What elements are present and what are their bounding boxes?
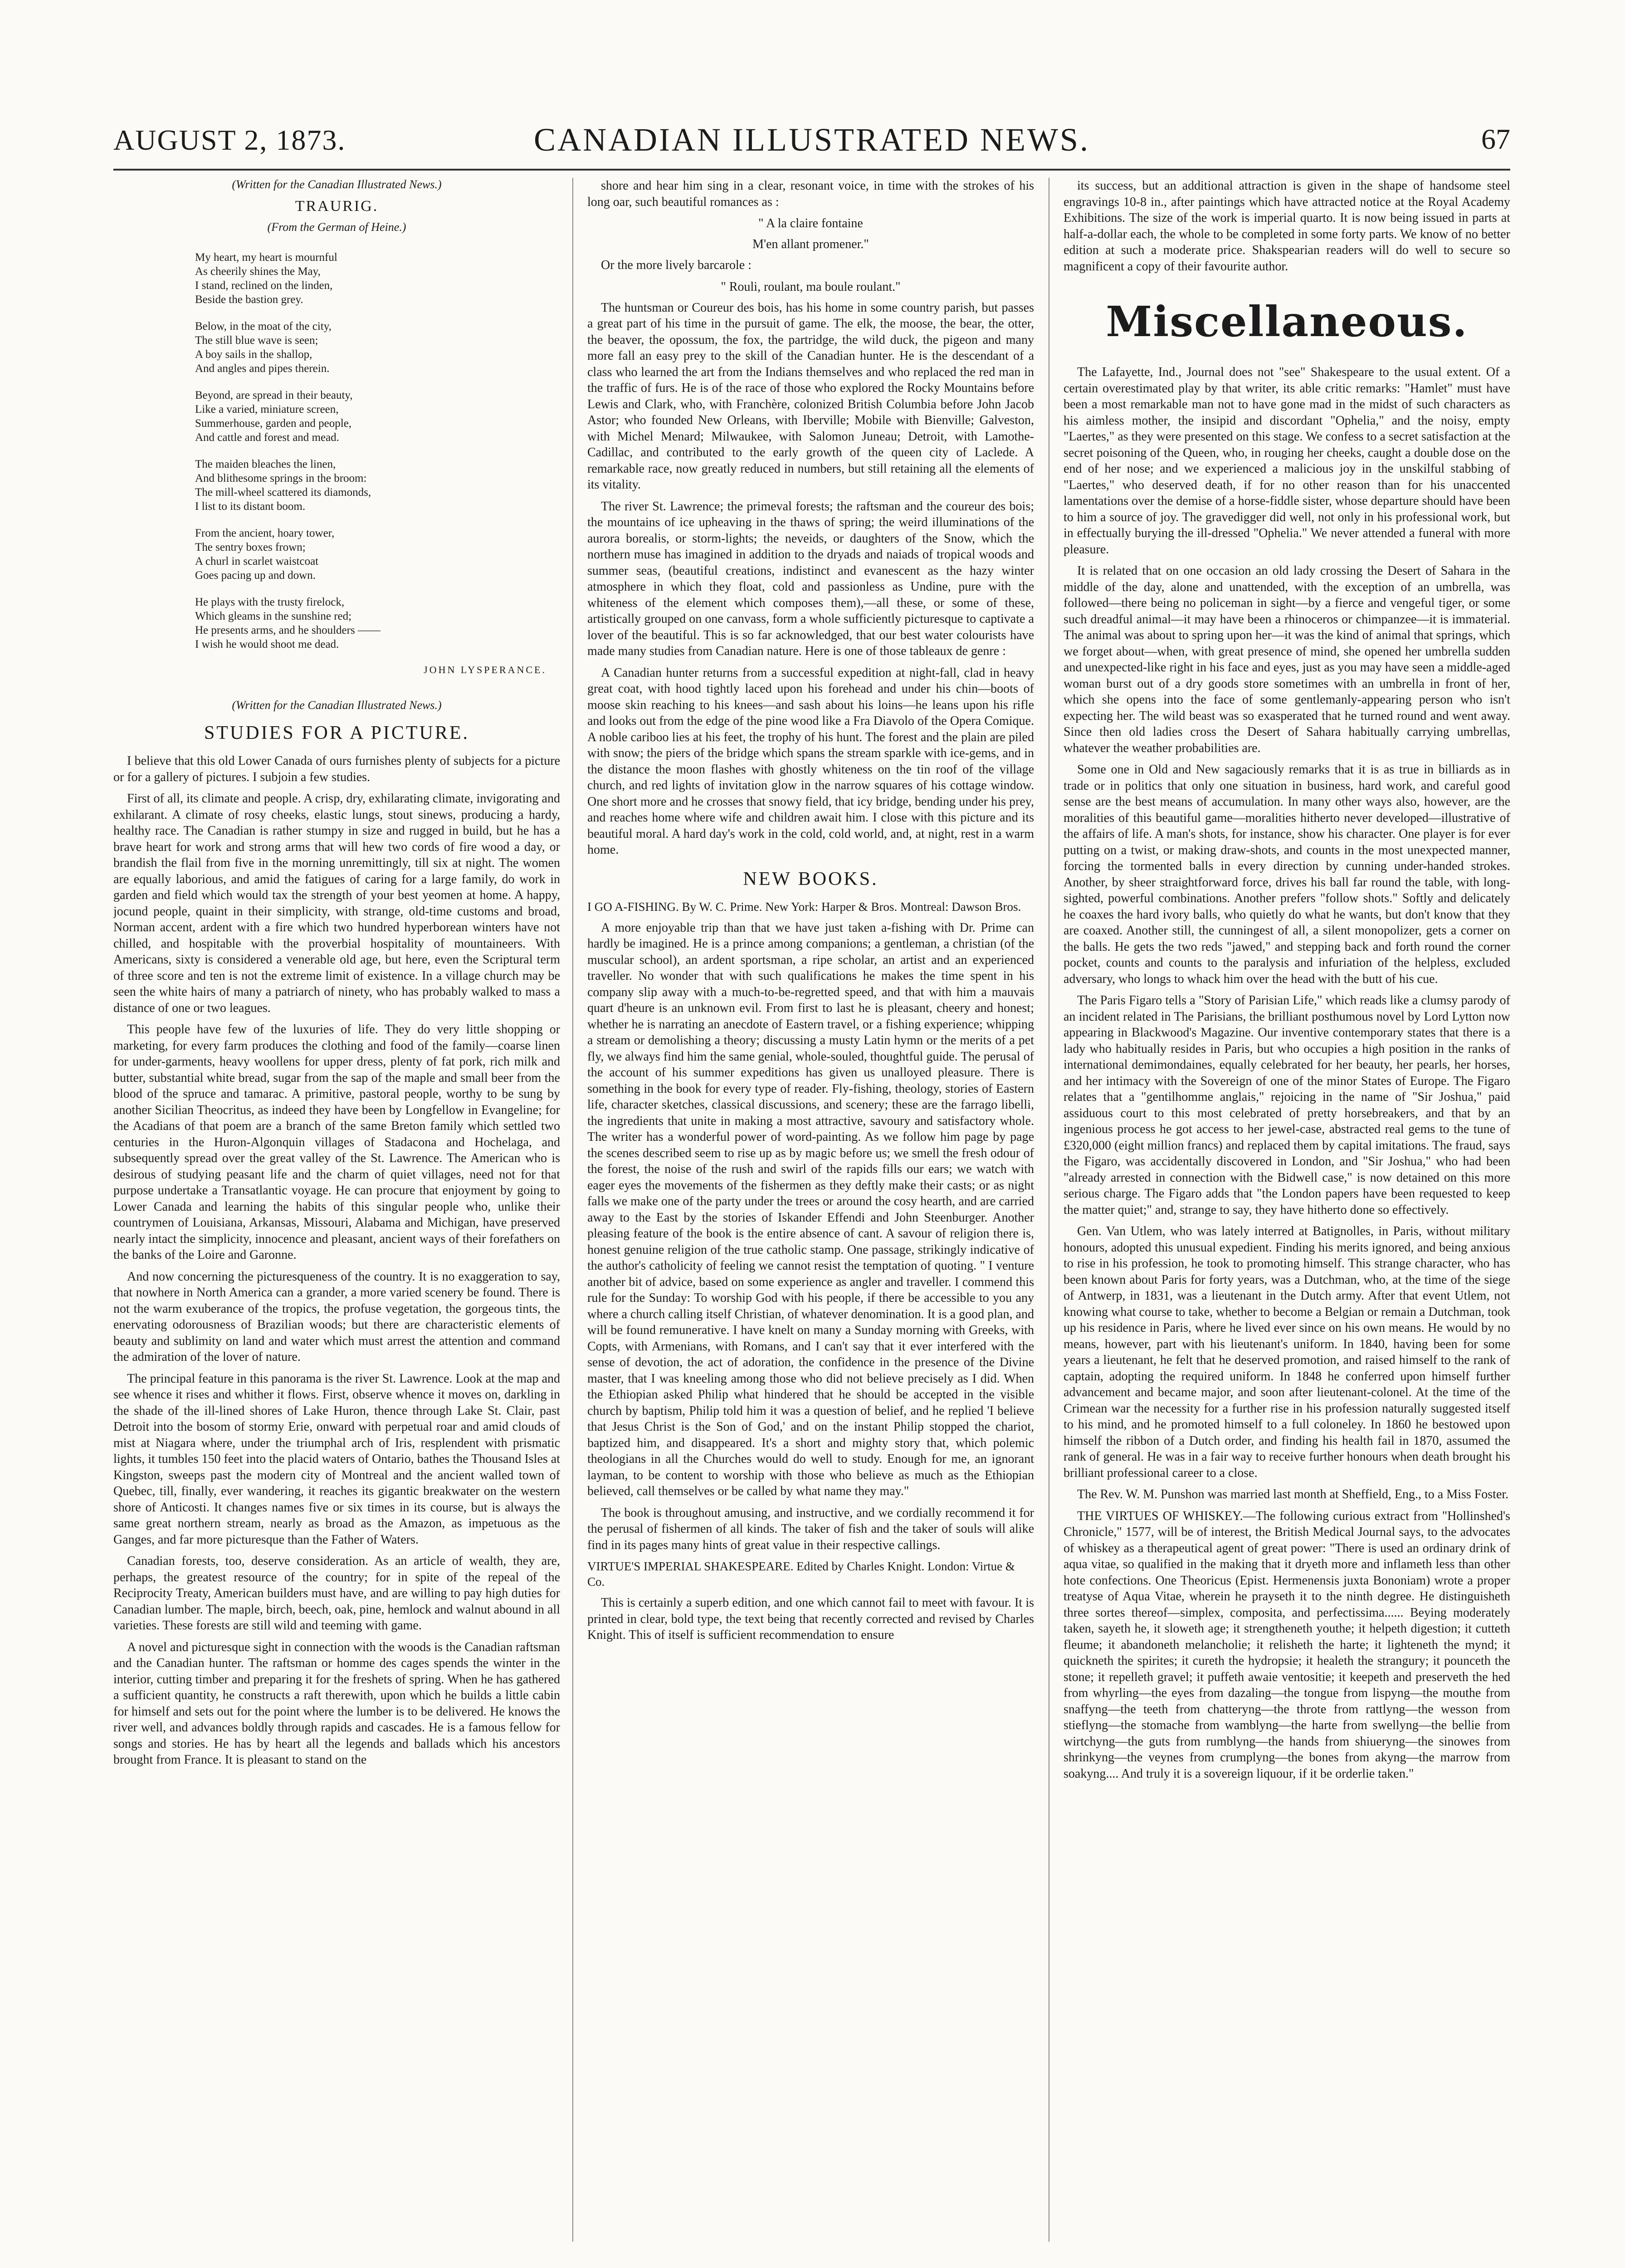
verse-bridge: Or the more lively barcarole : xyxy=(601,258,752,272)
paragraph: THE VIRTUES OF WHISKEY.—The following curious extract from "Hollinshed's Chronicle," 1577, will be of interest, the British Medical Journal says, to the advocates of whiskey as a therapeutical agent of great power: "There is used an ordinary drink of aqua vitae, so qualified in the making that it dryeth more and inflameth less than other hote confections. One Theoricus (Epist. Hermenensis juxta Bononiam) wrote a proper treatyse of Aqua Vitae, wherein he prayseth it to the ninth degree. He distinguisheth three sortes thereof—simplex, composita, and perfectissima...... Beying moderately taken, sayeth he, it sloweth age; it strengtheneth youthe; it helpeth digestion; it cutteth fleume; it abandoneth melancholie; it relisheth the harte; it lighteneth the mynd; it quickneth the spirites; it cureth the hydropsie; it healeth the strangury; it pounceth the stone; it repelleth gravel; it puffeth awaie ventositie; it keepeth and preserveth the hed from whyrling—the eyes from dazaling—the tongue from lispyng—the mouthe from snaffyng—the teeth from chatteryng—the throte from rattlyng—the wesson from stieflyng—the stomache from wamblyng—the harte from swellyng—the bellie from wirtchyng—the guts from rumblyng—the hands from shiueryng—the sinowes from shrinkyng—the veynes from crumplyng—the bones from akyng—the marrow from soakyng.... And truly it is a sovereign liquour, if it be orderlie taken." xyxy=(1064,1509,1510,1781)
poem-line: I list to its distant boom. xyxy=(195,500,306,513)
paragraph: Some one in Old and New sagaciously remarks that it is as true in billiards as in trade or in politics that only one situation in business, hard work, and careful good sense are the best means of accumulation. In many other ways also, however, are the moralities of this beautiful game—moralities hitherto never developed—illustrative of the affairs of life. A man's shots, for instance, show his character. One player is for ever putting on a twist, or making draw-shots, and counts in the most unexpected manner, forcing the tormented balls in every direction by cunning under-handed strokes. Another, by sheer straightforward force, drives his ball far round the table, with long-sighted, powerful combinations. Another prefers "follow shots." Softly and delicately he coaxes the hard ivory balls, who quietly do what he wants, but don't know that they are coaxed. Another still, the cunningest of all, a silent monopolizer, gets a corner on the balls. He gets the two reds "jawed," and stepping back and forth round the corner pocket, counts and counts to the paralysis and infuriation of the helpless, excluded adversary, who longs to whack him over the head with the butt of his cue. xyxy=(1064,763,1510,986)
poem-line: A churl in scarlet waistcoat xyxy=(195,555,319,567)
paragraph: Canadian forests, too, deserve consideration. As an article of wealth, they are, perhaps, the greatest resource of the country; for in spite of the repeal of the Reciprocity Treaty, American builders must have, and are willing to pay high duties for Canadian lumber. The maple, birch, beech, oak, pine, hemlock and walnut abound in all varieties. These forests are still wild and teeming with game. xyxy=(113,1554,560,1633)
paragraph: A novel and picturesque sight in connection with the woods is the Canadian raftsman and the Canadian hunter. The raftsman or homme des cages spends the winter in the interior, cutting timber and preparing it for the freshets of spring. When he has gathered a sufficient quantity, he constructs a raft therewith, upon which he builds a little cabin for himself and sets out for the point where the lumber is to be delivered. He knows the river well, and advances boldly through rapids and cascades. He is a famous fellow for songs and stories. He has by heart all the legends and ballads which his ancestors brought from France. It is pleasant to stand on the xyxy=(113,1640,560,1767)
poem-stanza xyxy=(195,319,560,376)
paragraph: The huntsman or Coureur des bois, has his home in some country parish, but passes a great part of his time in the pursuit of game. The elk, the moose, the bear, the otter, the beaver, the opossum, the fox, the partridge, the wild duck, the pigeon and many more fall an easy prey to the skill of the Canadian hunter. He is the descendant of a class who learned the art from the Indians themselves and who replaced the red man in the traffic of furs. He is of the race of those who explored the Rocky Mountains before Lewis and Clark, who, with Franchère, colonized British Columbia before John Jacob Astor; who founded New Orleans, with Iberville; Mobile with Bienville; Galveston, with Michel Menard; Milwaukee, with Salomon Juneau; Detroit, with Lamothe-Cadillac, and contributed to the early growth of the queen city of Laclede. A remarkable race, now greatly reduced in numbers, but still retaining all the elements of its vitality. xyxy=(587,300,1034,492)
poem-line: Beside the bastion grey. xyxy=(195,293,303,306)
paragraph: The principal feature in this panorama is the river St. Lawrence. Look at the map and see whence it rises and whither it flows. First, observe whence it moves on, darkling in the shade of the ill-lined shores of Lake Huron, thence through Lake St. Clair, past Detroit into the bosom of stormy Erie, onward with perpetual roar and amid clouds of mist at Niagara where, under the triumphal arch of Iris, resplendent with prismatic lights, it tumbles 150 feet into the placid waters of Ontario, bathes the Thousand Isles at Kingston, sweeps past the modern city of Montreal and the ancient walled town of Quebec, till, finally, ever wandering, it reaches its gigantic breakwater on the western shore of Anticosti. It changes names five or six times in its course, but is always the same great northern stream, nearly as broad as the Amazon, as impetuous as the Ganges, and far more picturesque than the Father of Waters. xyxy=(113,1371,560,1547)
book-review-paragraph: This is certainly a superb edition, and one which cannot fail to meet with favour. It is printed in clear, bold type, the text being that recently corrected and revised by Charles Knight. This of itself is sufficient recommendation to ensure xyxy=(587,1596,1034,1642)
poem-stanza xyxy=(195,595,560,651)
poem-subcredit: (From the German of Heine.) xyxy=(267,220,406,234)
poem-stanza xyxy=(195,526,560,582)
column-1 xyxy=(113,178,560,2246)
poem-line: He plays with the trusty firelock, xyxy=(195,596,345,608)
poem-line: And angles and pipes therein. xyxy=(195,362,330,375)
header-rule xyxy=(113,169,1510,171)
poem-line: A boy sails in the shallop, xyxy=(195,348,312,361)
poem-body xyxy=(113,250,560,651)
column-3 xyxy=(1064,178,1510,2246)
paragraph: The river St. Lawrence; the primeval forests; the raftsman and the coureur des bois; the mountains of ice upheaving in the thaws of spring; the weird illuminations of the aurora borealis, or storm-lights; the neveids, or daughters of the Snow, which the northern muse has imagined in addition to the dryads and naiads of tropical woods and summer seas, (beautiful creations, indistinct and evanescent as the hazy winter atmosphere in which they float, cold and passionless as Undine, pure with the whiteness of the element which composes them),—all these, or some of these, artistically grouped on one canvass, form a whole sufficiently picturesque to captivate a lover of the beautiful. This is so far acknowledged, that our best water colourists have made many studies from Canadian nature. Here is one of those tableaux de genre : xyxy=(587,499,1034,658)
poem-line: Below, in the moat of the city, xyxy=(195,320,332,332)
poem-line: And cattle and forest and mead. xyxy=(195,431,339,444)
poem-line: The sentry boxes frown; xyxy=(195,541,306,553)
article-title: STUDIES FOR A PICTURE. xyxy=(204,723,470,743)
paragraph: A Canadian hunter returns from a successful expedition at night-fall, clad in heavy great coat, with hood tightly laced upon his forehead and under his chin—boots of moose skin reaching to his knees—and sash about his loins—he leans upon his rifle and looks out from the edge of the pine wood like a Fra Diavolo of the Opera Comique. A noble cariboo lies at his feet, the trophy of his hunt. The forest and the plain are piled with snow; the piers of the bridge which spans the stream sparkle with ice-gems, and in the distance the moon flashes with ghostly whiteness on the tin roof of the village church, and red lights of invitation glow in the narrow squares of his cottage window. One short more and he crosses that snowy field, that icy bridge, bending under his prey, and reaches home where wife and children await him. I close with this picture and its beautiful moral. A hard day's work in the cold, cold world, and, at night, rest in a warm home. xyxy=(587,665,1034,857)
poem-stanza xyxy=(195,388,560,445)
section-title: Miscellaneous. xyxy=(1106,297,1468,346)
poem-line: Which gleams in the sunshine red; xyxy=(195,610,352,622)
article-body xyxy=(113,753,560,1768)
paragraph: It is related that on one occasion an old lady crossing the Desert of Sahara in the middle of the day, alone and unattended, with the exception of an umbrella, was followed—there being no policeman in sight—by a fierce and vengeful tiger, or some such dreadful animal—it may have been a rhinoceros or chimpanzee—it is immaterial. The animal was about to spring upon her—it was the kind of animal that springs, which we forget about—when, with great presence of mind, she opened her umbrella sudden and unexpected-like right in his face and eyes, just as you may have seen a middle-aged woman burst out of a dry goods store sometimes with an umbrella in front of her, which she opens into the face of some gentlemanly-appearing person who isn't expecting her. The wild beast was so exasperated that he turned round and went away. Since then old ladies cross the Desert of Sahara habitually carrying umbrellas, whatever the weather probabilities are. xyxy=(1064,564,1510,755)
issue-date: AUGUST 2, 1873. xyxy=(113,124,346,156)
section-title: NEW BOOKS. xyxy=(743,868,878,890)
poem-stanza xyxy=(195,250,560,307)
poem-line: I wish he would shoot me dead. xyxy=(195,638,339,650)
column-2 xyxy=(587,178,1034,2246)
miscellaneous-body xyxy=(1064,364,1510,1782)
poem-line: Beyond, are spread in their beauty, xyxy=(195,389,353,401)
book-review xyxy=(587,920,1034,1554)
verse-line: " A la claire fontaine xyxy=(758,216,863,230)
poem-author: JOHN LYSPERANCE. xyxy=(424,664,547,675)
poem-stanza xyxy=(195,457,560,513)
paragraph: A more enjoyable trip than that we have just taken a-fishing with Dr. Prime can hardly be imagined. He is a prince among companions; a gentleman, a christian (of the muscular school), an ardent sportsman, a ripe scholar, an artist and an experienced traveller. No wonder that with such qualifications he makes the time spent in his company slip away with a much-to-be-regretted speed, and that with him a mauvais quart d'heure is an unknown evil. From first to last he is pleasant, cheery and honest; whether he is narrating an anecdote of Eastern travel, or a fishing experience; whipping a stream or demolishing a theory; discussing a musty Latin hymn or the merits of a pet fly, we always find him the same genial, whole-souled, thoughtful guide. The perusal of the account of his summer expeditions has given us unalloyed pleasure. There is something in the book for every type of reader. Fly-fishing, theology, stories of Eastern life, character sketches, classical discussions, and scenery; these are the farrago libelli, the ingredients that unite in making a most attractive, savoury and satisfactory whole. The writer has a wonderful power of word-painting. As we follow him page by page the scenes described seem to rise up as by magic before us; we smell the fresh odour of the forest, the noise of the rush and swirl of the rapids fills our ears; we watch with eager eyes the movements of the fishermen as they deftly make their casts; or as night falls we make one of the party under the trees or around the cosy hearth, and are carried away to the East by the stories of Iskander Effendi and John Steenburger. Another pleasing feature of the book is the entire absence of cant. A savour of religion there is, honest genuine religion of the true catholic stamp. One passage, strikingly indicative of the author's catholicity of feeling we cannot resist the temptation of quoting. " I venture another bit of advice, based on some experience as angler and traveller. I commend this rule for the Sunday: To worship God with his people, if there be accessible to you any where a church calling itself Christian, of whatever denomination. It is a good plan, and will be found remunerative. I have knelt on many a Sunday morning with Greeks, with Copts, with Armenians, with Romans, and I can't say that it ever interfered with the sense of devotion, the act of adoration, the confidence in the presence of the Divine master, that I was kneeling among those who did not believe precisely as I did. When the Ethiopian asked Philip what hindered that he should be accepted in the visible church by baptism, Philip told him it was a question of belief, and he replied 'I believe that Jesus Christ is the Son of God,' and on the instant Philip stopped the chariot, baptized him, and disappeared. It's a short and mighty story that, which polemic theologians in all the Churches would do well to study. Enough for me, an ignorant layman, to be content to worship with those who believe as much as the Ethiopian believed, call themselves or be called by what name they may." xyxy=(587,920,1034,1498)
article-continuation xyxy=(587,300,1034,858)
page-header xyxy=(113,119,1510,169)
paragraph: And now concerning the picturesqueness of the country. It is no exaggeration to say, that nowhere in North America can a grander, a more varied scenery be found. There is not the warm exuberance of the tropics, the profuse vegetation, the gorgeous tints, the enervating odorousness of Brazilian woods; but there are characteristic elements of beauty and sublimity on land and water which must arrest the attention and command the admiration of the lover of nature. xyxy=(113,1269,560,1364)
poem-credit: (Written for the Canadian Illustrated News.) xyxy=(232,178,442,191)
masthead: CANADIAN ILLUSTRATED NEWS. xyxy=(534,122,1090,158)
poem-line: I stand, reclined on the linden, xyxy=(195,279,333,292)
paragraph: This people have few of the luxuries of life. They do very little shopping or marketing, for every farm produces the clothing and food of the family—coarse linen for under-garments, heavy woollens for upper dress, plenty of fat pork, rich milk and butter, substantial white bread, sugar from the sap of the maple and small beer from the blood of the spruce and tamarac. A primitive, pastoral people, worthy to be sung by another Sicilian Theocritus, as indeed they have been by Longfellow in Evangeline; for the Acadians of that poem are a branch of the same Breton family which settled two centuries in the Huron-Algonquin villages of Stadacona and Hochelaga, and subsequently spread over the great valley of the St. Lawrence. The American who is desirous of studying peasant life and the charm of quiet villages, need not for that purpose undertake a Transatlantic voyage. He can procure that enjoyment by going to Lower Canada and learning the habits of this singular people who, unlike their countrymen of Louisiana, Arkansas, Missouri, Alabama and Michigan, have preserved nearly intact the simplicity, innocence and pleasant, ancient ways of their forefathers on the banks of the Loire and Garonne. xyxy=(113,1022,560,1262)
poem-line: From the ancient, hoary tower, xyxy=(195,527,335,539)
page-number: 67 xyxy=(1481,123,1510,155)
verse-line: M'en allant promener." xyxy=(752,237,869,251)
paragraph: Gen. Van Utlem, who was lately interred at Batignolles, in Paris, without military honours, adopted this unusual expedient. Finding his merits ignored, and being anxious to rise in his profession, he took to promoting himself. This strange character, who has been known about Paris for forty years, was a Dutchman, who, at the time of the siege of Antwerp, in 1831, was a lieutenant in the Dutch army. After that event Utlem, not knowing what course to take, whether to become a Belgian or remain a Dutchman, took up his residence in Paris, where he lived ever since on his own means. He would by no means, however, part with his lieutenant's uniform. In 1840, having been for some years a lieutenant, he felt that he deserved promotion, and raised himself to the rank of captain, adopting the required uniform. In 1848 he conferred upon himself further advancement and became major, and soon after lieutenant-colonel. At the time of the Crimean war the necessity for a further rise in his profession naturally suggested itself to his mind, and he promoted himself to a full coloneley. In 1860 he bestowed upon himself the ribbon of a Dutch order, and finding his health fail in 1870, assumed the rank of general. He was in a fair way to receive further honours when death brought his brilliant professional career to a close. xyxy=(1064,1224,1510,1480)
paragraph: I believe that this old Lower Canada of ours furnishes plenty of subjects for a picture or for a gallery of pictures. I subjoin a few studies. xyxy=(113,754,560,784)
poem-line: Summerhouse, garden and people, xyxy=(195,417,352,430)
poem-line: My heart, my heart is mournful xyxy=(195,251,337,264)
poem-line: Goes pacing up and down. xyxy=(195,569,316,582)
verse-line: " Rouli, roulant, ma boule roulant." xyxy=(721,279,901,294)
poem-line: He presents arms, and he shoulders —— xyxy=(195,624,381,636)
poem-title: TRAURIG. xyxy=(295,198,379,215)
column-divider xyxy=(572,178,573,2242)
poem-line: The maiden bleaches the linen, xyxy=(195,458,336,470)
poem-line: The mill-wheel scattered its diamonds, xyxy=(195,486,371,499)
lead-paragraph: its success, but an additional attraction is given in the shape of handsome steel engravings 10-8 in., after paintings which have attracted notice at the Royal Academy Exhibitions. The size of the work is imperial quarto. It is now being issued in parts at half-a-dollar each, the whole to be completed in some forty parts. We know of no better edition at such a moderate price. Shakspearian readers will do well to secure so magnificent a copy of their favourite author. xyxy=(1064,179,1510,274)
lead-paragraph: shore and hear him sing in a clear, resonant voice, in time with the strokes of his long oar, such beautiful romances as : xyxy=(587,179,1034,209)
poem-line: As cheerily shines the May, xyxy=(195,265,321,278)
paragraph: The Rev. W. M. Punshon was married last month at Sheffield, Eng., to a Miss Foster. xyxy=(1077,1487,1509,1501)
book-title: I GO A-FISHING. By W. C. Prime. New York: Harper & Bros. Montreal: Dawson Bros. xyxy=(587,899,1021,914)
paragraph: The Lafayette, Ind., Journal does not "see" Shakespeare to the usual extent. Of a certain overestimated play by that writer, its able critic remarks: "Hamlet" must have been a most remarkable man not to have gone mad in the midst of such characters as his aimless mother, the insipid and discordant "Ophelia," and the noisy, empty "Laertes," as they were presented on this stage. We confess to a secret satisfaction at the secret poisoning of the Queen, who, in rouging her cheeks, caught a double dose on the end of her nose; and we experienced a malicious joy in the unskilful stabbing of "Laertes," who deserved death, if for no other reason than for his unaccented lamentations over the demise of a horse-fiddle sister, whose departure should have been to him a source of joy. The gravedigger did well, not only in his professional work, but in effectually burying the ill-dressed "Ophelia." We never attended a funeral with more pleasure. xyxy=(1064,365,1510,557)
paragraph: The Paris Figaro tells a "Story of Parisian Life," which reads like a clumsy parody of an incident related in The Parisians, the brilliant posthumous novel by Lord Lytton now appearing in Blackwood's Magazine. Our inventive contemporary states that there is a lady who habitually resides in Paris, but who occupies a high position in the ranks of international demimondaines, equally celebrated for her beauty, her pearls, her horses, and her intimacy with the Sovereign of one of the minor States of Europe. The Figaro relates that a "gentilhomme anglais," rejoicing in the name of "Sir Joshua," paid assiduous court to this most celebrated of pretty horsebreakers, and that by an ingenious process he got access to her jewel-case, abstracted real gems to the tune of £320,000 (eight million francs) and replaced them by capital imitations. The fraud, says the Figaro, was accidentally discovered in London, and "Sir Joshua," who had been "already arrested in connection with the Bidwell case," is now detained on this more serious charge. The Figaro adds that "the London papers have been requested to keep the matter quiet;" and, strange to say, they have hitherto done so effectively. xyxy=(1064,993,1510,1217)
paragraph: First of all, its climate and people. A crisp, dry, exhilarating climate, invigorating and exhilarant. A climate of rosy cheeks, elastic lungs, stout sinews, producing a hardy, healthy race. The Canadian is rather stumpy in size and rugged in build, but he has a brave heart for work and strong arms that will hew two cords of fire wood a day, or brandish the flail from five in the morning unremittingly, till six at night. The women are equally laborious, and amid the fatigues of caring for a large family, do work in garden and field which would tax the strength of your best yeomen at home. A happy, jocund people, quaint in their simplicity, with strange, old-time customs and broad, Norman accent, ardent with a fire which two hundred hyperborean winters have not chilled, and hospitable with the proverbial hospitality of mountaineers. With Americans, sixty is considered a venerable old age, but here, even the Scriptural term of three score and ten is not the extreme limit of existence. In a village church may be seen the white hairs of many a patriarch of ninety, who has probably walked to mass a distance of one or two leagues. xyxy=(113,792,560,1015)
poem-line: The still blue wave is seen; xyxy=(195,334,318,347)
article-credit: (Written for the Canadian Illustrated News.) xyxy=(232,699,442,712)
poem-line: Like a varied, miniature screen, xyxy=(195,403,339,415)
book-title: VIRTUE'S IMPERIAL SHAKESPEARE. Edited by Charles Knight. London: Virtue & Co. xyxy=(587,1559,1015,1589)
paragraph: The book is throughout amusing, and instructive, and we cordially recommend it for the perusal of fishermen of all kinds. The taker of fish and the taker of souls will alike find in its pages many hints of great value in their respective callings. xyxy=(587,1505,1034,1552)
poem-line: And blithesome springs in the broom: xyxy=(195,472,367,484)
